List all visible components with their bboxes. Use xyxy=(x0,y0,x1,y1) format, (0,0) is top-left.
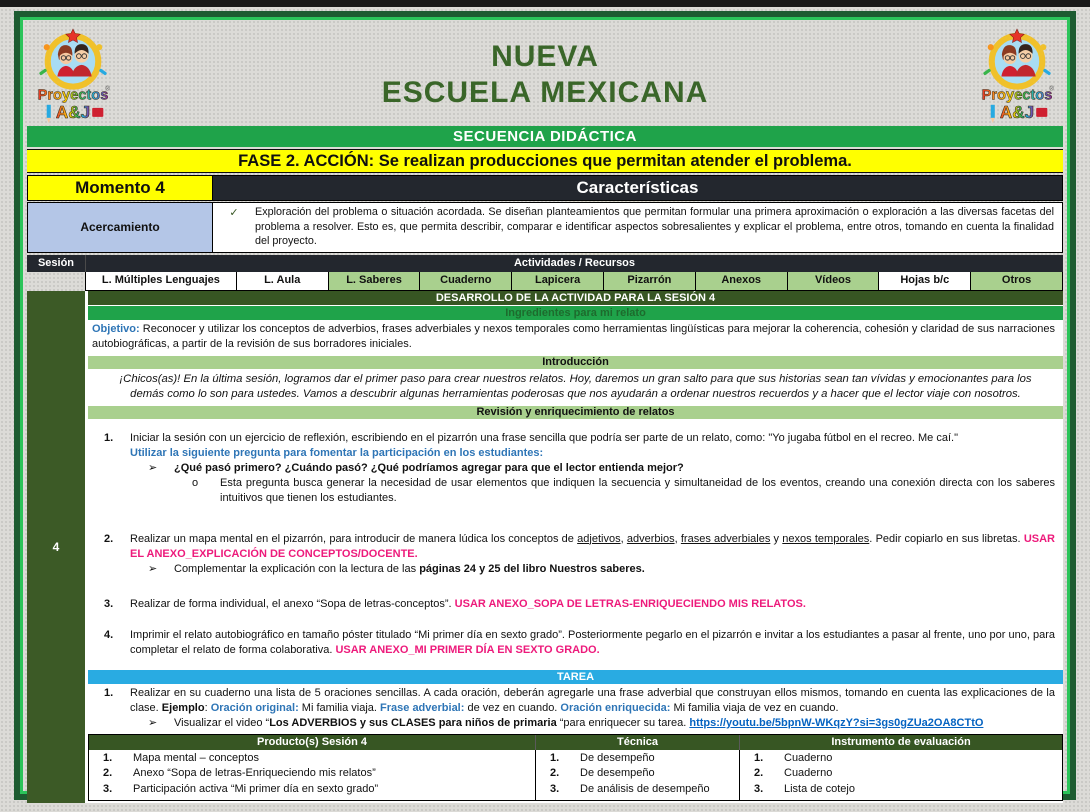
objetivo-text: Reconocer y utilizar los conceptos de adverbios, frases adverbiales y nexos temporales como herramientas lingüísticas para mejorar la coherencia, cohesión y claridad de sus narraciones autobiográficas, a partir de la revisión de sus borradores iniciales. xyxy=(92,322,1055,350)
tarea-video-text: Visualizar el video “Los ADVERBIOS y sus CLASES para niños de primaria “para enriquecer su tarea. xyxy=(174,716,690,729)
youtube-link[interactable]: https://youtu.be/5bpnW-WKqzY?si=3gs0gZUa2OA8CTtO xyxy=(689,716,984,729)
table-row: 3. De análisis de desempeño xyxy=(550,782,710,795)
top-border-strip xyxy=(0,0,1090,7)
acercamiento-description-text: Exploración del problema o situación acordada. Se diseñan planteamientos que permitan formular una primera aproximación o exploración a las diversas facetas del problema a resolver. Esto es, que permita describir, comparar e identificar aspectos sobresalientes y explicar el problema, entre otros, tomando en cuenta la finalidad del proyecto. xyxy=(255,206,1054,248)
brand-logo-left xyxy=(27,28,119,125)
tarea-number: 1. xyxy=(104,686,114,699)
tecnica-cell xyxy=(536,750,740,801)
ingredientes-subtitle-bar: Ingredientes para mi relato xyxy=(88,306,1063,320)
acercamiento-description xyxy=(213,203,1062,252)
instrumento-header: Instrumento de evaluación xyxy=(740,735,1062,750)
table-row: 2. Cuaderno xyxy=(754,767,833,780)
evaluation-table xyxy=(88,734,1063,802)
fase-2-bar: FASE 2. ACCIÓN: Se realizan producciones que permitan atender el problema. xyxy=(27,149,1063,173)
recurso-hojas: Hojas b/c xyxy=(879,272,971,290)
activity-1 xyxy=(88,431,1063,506)
activity-2-text: Realizar un mapa mental en el pizarrón, para introducir de manera lúdica los conceptos de adjetivos, adverbios, frases adverbiales y nexos temporales. Pedir copiarlo en sus libretas. USAR EL ANEXO_EXPLICACIÓN DE CONCEPTOS/DOCENTE. xyxy=(130,532,1055,560)
instrumento-cell xyxy=(740,750,1062,801)
desarrollo-title-bar: DESARROLLO DE LA ACTIVIDAD PARA LA SESIÓN 4 xyxy=(88,291,1063,305)
objetivo-label: Objetivo: xyxy=(92,322,140,335)
actividades-recursos-header: Actividades / Recursos xyxy=(513,256,636,269)
table-row: 1. De desempeño xyxy=(550,751,655,764)
check-icon: ✓ xyxy=(229,207,239,219)
activity-2-number: 2. xyxy=(104,532,114,545)
recurso-otros: Otros xyxy=(971,272,1062,290)
acercamiento-label: Acercamiento xyxy=(28,203,213,252)
tarea-bar: TAREA xyxy=(88,670,1063,684)
recurso-cuaderno: Cuaderno xyxy=(420,272,512,290)
sesion-number: 4 xyxy=(52,540,60,555)
momento-row xyxy=(27,175,1063,201)
secuencia-didactica-bar: SECUENCIA DIDÁCTICA xyxy=(27,126,1063,147)
main-body xyxy=(27,291,1063,804)
circle-bullet-icon: o xyxy=(192,476,199,489)
recursos-row xyxy=(85,272,1063,291)
arrow-bullet-icon: ➢ xyxy=(148,562,158,575)
table-row: 2. Anexo “Sopa de letras-Enriqueciendo mis relatos” xyxy=(103,767,376,780)
revision-bar: Revisión y enriquecimiento de relatos xyxy=(88,406,1063,419)
activity-3-number: 3. xyxy=(104,597,114,610)
arrow-bullet-icon: ➢ xyxy=(148,716,158,729)
tarea-video-line xyxy=(174,716,1063,731)
page-title xyxy=(119,28,971,112)
productos-cell xyxy=(89,750,536,801)
table-row: 2. De desempeño xyxy=(550,767,655,780)
activity-4-text: Imprimir el relato autobiográfico en tamaño póster titulado “Mi primer día en sexto grado”. Posteriormente pegarlo en el pizarrón e invitar a los estudiantes a pasar al frente, uno por uno, para completar el relato de forma colaborativa. USAR ANEXO_MI PRIMER DÍA EN SEXTO GRADO. xyxy=(130,628,1055,656)
momento-label: Momento 4 xyxy=(28,176,213,200)
table-row: 1. Cuaderno xyxy=(754,751,833,764)
productos-header: Producto(s) Sesión 4 xyxy=(89,735,536,750)
activity-4 xyxy=(88,628,1063,658)
sesion-header-row xyxy=(27,255,1063,272)
session-content xyxy=(85,291,1063,804)
recurso-l-saberes: L. Saberes xyxy=(329,272,421,290)
table-row: 1. Mapa mental – conceptos xyxy=(103,751,259,764)
activity-3 xyxy=(88,597,1063,612)
table-row: 3. Participación activa “Mi primer día en sexto grado” xyxy=(103,782,379,795)
recurso-lapicera: Lapicera xyxy=(512,272,604,290)
title-line-2: ESCUELA MEXICANA xyxy=(381,76,709,109)
activity-3-text: Realizar de forma individual, el anexo “Sopa de letras-conceptos”. USAR ANEXO_SOPA DE LETRAS-ENRIQUECIENDO MIS RELATOS. xyxy=(130,597,806,610)
acercamiento-row xyxy=(27,202,1063,253)
introduccion-bar: Introducción xyxy=(88,356,1063,369)
introduccion-text: ¡Chicos(as)! En la última sesión, logramos dar el primer paso para crear nuestros relatos. Hoy, daremos un gran salto para que sus historias sean tan vívidas y emocionantes para los demás como lo son para ustedes. Vamos a descubrir algunas herramientas poderosas que nos ayudarán a ordenar nuestros recuerdos y a hacer que el lector viaje con nosotros. xyxy=(119,372,1032,400)
recurso-l-aula: L. Aula xyxy=(237,272,329,290)
recurso-l-multiples-lenguajes: L. Múltiples Lenguajes xyxy=(86,272,237,290)
sesion-column-header: Sesión xyxy=(27,255,86,272)
activity-1-note: Esta pregunta busca generar la necesidad de usar elementos que indiquen la secuencia y simultaneidad de los eventos, creando una conexión directa con los saberes intuitivos que tienen los estudiantes. xyxy=(220,476,1055,504)
recurso-videos: Vídeos xyxy=(788,272,880,290)
activity-1-question: ¿Qué pasó primero? ¿Cuándo pasó? ¿Qué podríamos agregar para que el lector entienda mejor? xyxy=(174,461,684,474)
recurso-pizarron: Pizarrón xyxy=(604,272,696,290)
caracteristicas-header: Características xyxy=(213,176,1062,200)
activity-1-blue-note: Utilizar la siguiente pregunta para fomentar la participación en los estudiantes: xyxy=(130,446,544,459)
tecnica-header: Técnica xyxy=(536,735,740,750)
activity-2 xyxy=(88,532,1063,577)
page-frame xyxy=(14,11,1076,800)
activity-4-number: 4. xyxy=(104,628,114,641)
table-row: 3. Lista de cotejo xyxy=(754,782,855,795)
arrow-bullet-icon: ➢ xyxy=(148,461,158,474)
tarea-item xyxy=(88,686,1063,731)
brand-logo-right xyxy=(971,28,1063,125)
activity-1-number: 1. xyxy=(104,431,114,444)
tarea-text: Realizar en su cuaderno una lista de 5 oraciones sencillas. A cada oración, deberán agregarle una frase adverbial que construyan ellos mismos, tomando en cuenta las explicaciones de la clase. Ejemplo: Oración original: Mi familia viaja. Frase adverbial: de vez en cuando. Oración enriquecida: Mi familia viaja de vez en cuando. xyxy=(130,686,1055,714)
title-line-1: NUEVA xyxy=(491,40,599,73)
activity-1-text: Iniciar la sesión con un ejercicio de reflexión, escribiendo en el pizarrón una frase sencilla que podría ser parte de un relato, como: "Yo jugaba fútbol en el recreo. Me caí." xyxy=(130,431,958,444)
sesion-number-cell xyxy=(27,291,85,804)
document-header xyxy=(27,28,1063,125)
activity-2-subitem: Complementar la explicación con la lectura de las páginas 24 y 25 del libro Nuestros saberes. xyxy=(174,562,645,575)
objetivo-paragraph xyxy=(88,320,1063,355)
recurso-anexos: Anexos xyxy=(696,272,788,290)
